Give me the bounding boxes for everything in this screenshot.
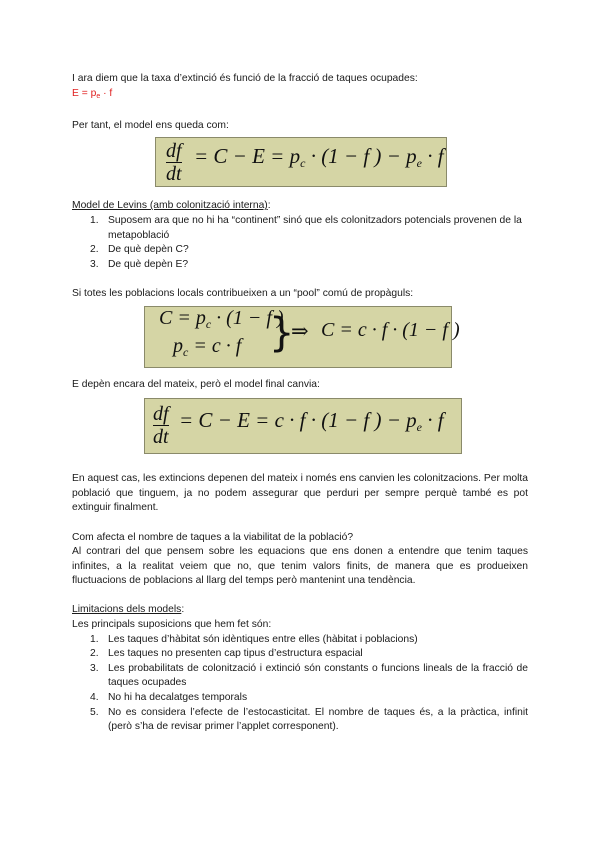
limits-list <box>72 633 528 735</box>
list-item <box>72 214 528 243</box>
fraction-denominator: dt <box>153 426 169 449</box>
derivative-fraction <box>153 404 169 447</box>
subscript-e: e <box>416 156 422 171</box>
equation-rhs <box>194 144 444 171</box>
list-item <box>72 662 528 691</box>
pool-l1: C = p <box>159 306 206 329</box>
list-number: 1. <box>90 214 99 226</box>
pool-l2-sub: c <box>183 344 189 359</box>
list-item <box>72 647 528 662</box>
rhs-end: · f <box>422 408 444 433</box>
subscript-c: c <box>300 156 306 171</box>
limits-heading-text: Limitacions dels models <box>72 604 182 616</box>
fraction-denominator: dt <box>166 163 182 186</box>
e-depends-line: E depèn encara del mateix, però el model final canvia: <box>72 378 320 390</box>
fraction-numerator: df <box>166 140 182 163</box>
pool-l1-end: · (1 − f ) <box>211 306 284 329</box>
rhs-end: · f <box>421 144 444 169</box>
list-number: 1. <box>90 633 99 645</box>
pool-line: Si totes les poblacions locals contribueixen a un “pool” comú de propàguls: <box>72 287 414 299</box>
pool-line-2 <box>173 334 242 360</box>
pool-l1-sub: c <box>205 316 212 331</box>
levins-list <box>72 214 528 272</box>
equation-pool <box>144 306 460 368</box>
rhs-part: = C − E = p <box>194 144 301 169</box>
limits-heading <box>72 603 528 618</box>
list-number: 3. <box>90 662 99 674</box>
limits-heading-colon: : <box>181 604 185 616</box>
list-number: 2. <box>90 648 99 660</box>
derivative-fraction <box>166 141 182 184</box>
list-item <box>72 706 528 735</box>
list-text: No es considera l’efecte de l’estocasticitat. El nombre de taques és, a la pràctica, infinit (però s’ha de revisar primer l’applet corresponent). <box>108 706 528 733</box>
list-item <box>72 691 528 706</box>
pool-l2-end: = c · f <box>188 334 242 357</box>
list-text: Les probabilitats de colonització i extinció són constants o funcions lineals de la fracció de taques ocupades <box>108 662 528 689</box>
equation-levins <box>144 398 462 454</box>
levins-heading-colon: : <box>267 200 271 212</box>
list-number: 5. <box>90 706 99 718</box>
rhs-part: = C − E = c · f · (1 − f ) − p <box>179 408 417 433</box>
levins-heading <box>72 199 528 214</box>
list-text: Les taques no presenten cap tipus d’estructura espacial <box>108 648 363 660</box>
equation-model-continent <box>155 137 447 187</box>
list-item <box>72 258 528 273</box>
equation-rhs <box>179 408 444 435</box>
rhs-mid: · (1 − f ) − p <box>305 144 417 169</box>
list-item <box>72 633 528 648</box>
limits-intro: Les principals suposicions que hem fet són: <box>72 619 272 631</box>
formula-lhs: E = p <box>72 87 97 99</box>
pool-line-1 <box>159 306 284 332</box>
formula-sub: e <box>96 92 101 100</box>
right-brace-icon: } <box>269 309 295 356</box>
list-text: De què depèn E? <box>108 258 189 270</box>
list-number: 2. <box>90 244 99 256</box>
list-item <box>72 243 528 258</box>
list-number: 3. <box>90 258 99 270</box>
paragraph-fluctuations: Al contrari del que pensem sobre les equacions que ens donen a entendre que tenim taques infinites, a la realitat veiem que no, que tenim valors finits, de manera que es produeixen fluctuacions de poblacions al llarg del temps però mantenint una tendència. <box>72 546 528 587</box>
implies-arrow-icon: ⇒ <box>291 318 309 343</box>
extinction-formula <box>72 87 528 105</box>
pool-result: C = c · f · (1 − f ) <box>321 318 460 341</box>
pool-l2: p <box>173 334 183 357</box>
list-text: Suposem ara que no hi ha “continent” sinó que els colonitzadors potencials provenen de la metapoblació <box>108 214 522 241</box>
formula-rhs: · f <box>100 87 113 99</box>
list-number: 4. <box>90 692 99 704</box>
model-intro: Per tant, el model ens queda com: <box>72 119 229 131</box>
paragraph-extinctions: En aquest cas, les extincions depenen del mateix i només ens canvien les colonitzacions. Per molta població que tinguem, ja no podem assegurar que perduri per sempre perquè també es pot extinguir finalment. <box>72 473 528 514</box>
levins-heading-text: Model de Levins (amb colonització interna) <box>72 200 268 212</box>
subscript-e: e <box>416 420 422 435</box>
document-page <box>72 72 528 735</box>
question-line: Com afecta el nombre de taques a la viabilitat de la població? <box>72 531 354 543</box>
list-text: De què depèn C? <box>108 244 189 256</box>
list-text: Les taques d’hàbitat són idèntiques entre elles (hàbitat i poblacions) <box>108 633 418 645</box>
fraction-numerator: df <box>153 403 169 426</box>
intro-line: I ara diem que la taxa d’extinció és funció de la fracció de taques ocupades: <box>72 73 418 84</box>
list-text: No hi ha decalatges temporals <box>108 692 248 704</box>
